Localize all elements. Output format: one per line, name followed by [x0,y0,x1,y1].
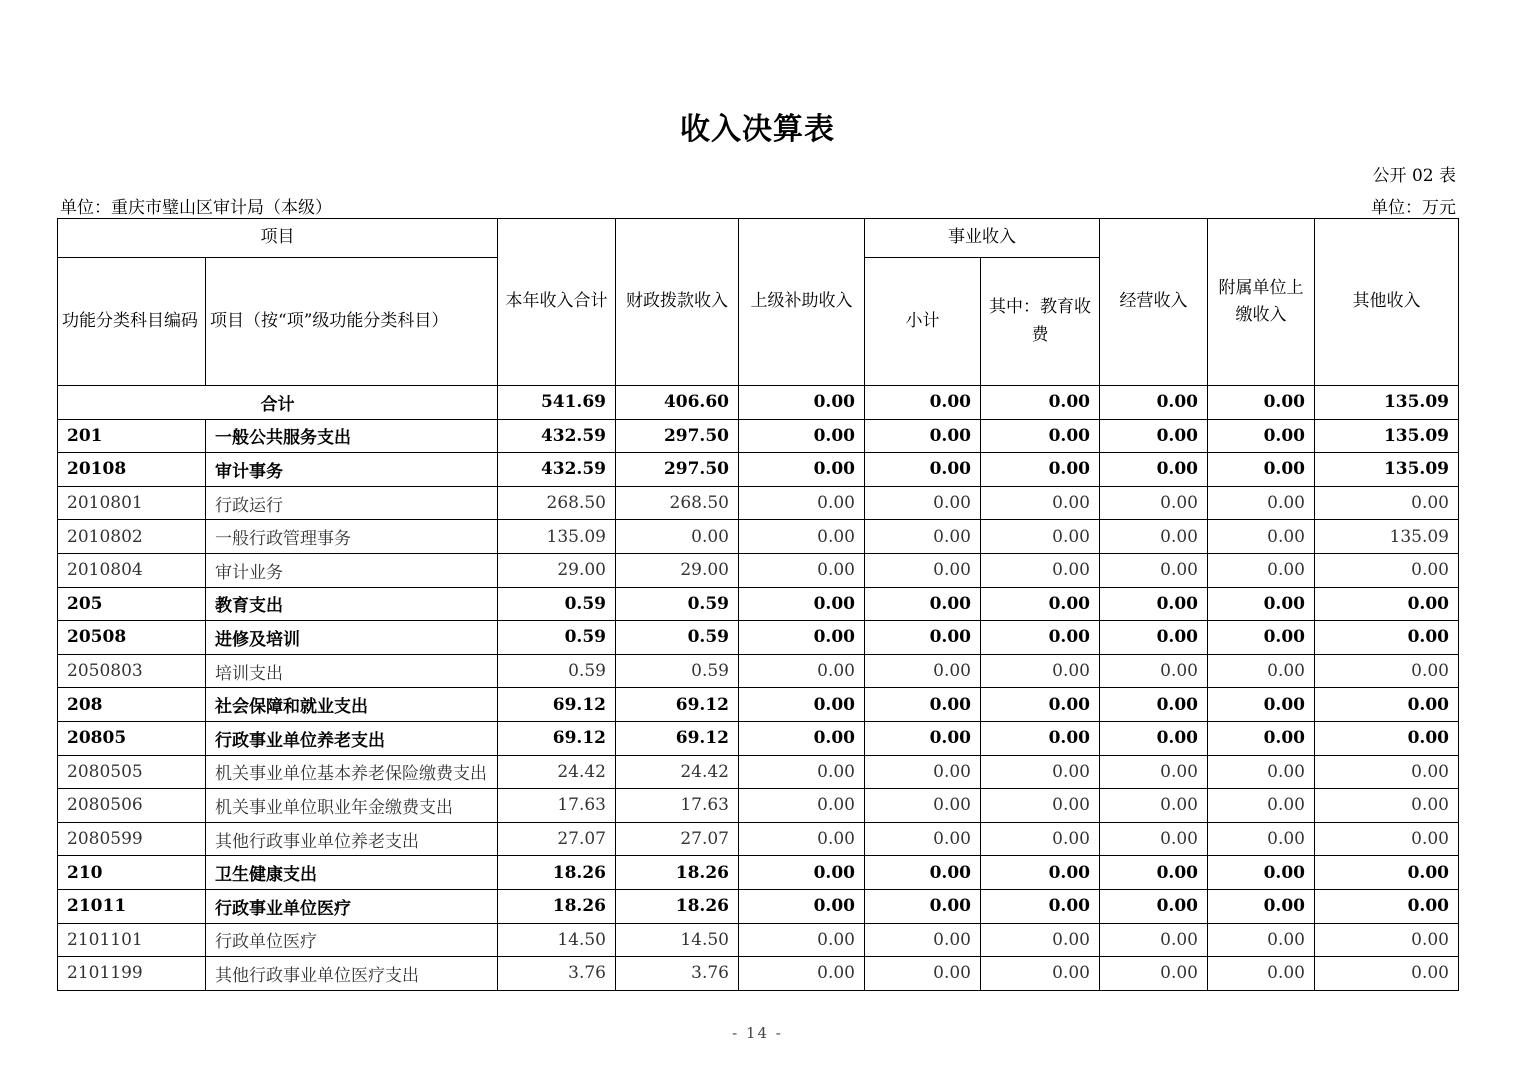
row-value: 0.00 [1208,789,1315,823]
total-cell: 0.00 [865,386,981,420]
row-value: 0.59 [616,621,739,655]
row-value: 0.00 [739,621,865,655]
row-value: 0.00 [1100,923,1208,957]
row-value: 0.00 [1208,419,1315,453]
header-superior-subsidy: 上级补助收入 [739,219,865,386]
row-value: 0.00 [1100,789,1208,823]
row-code: 2050803 [58,654,206,688]
row-value: 0.00 [865,520,981,554]
row-value: 0.00 [865,654,981,688]
row-value: 0.00 [1100,688,1208,722]
row-value: 268.50 [498,486,616,520]
header-total-income: 本年收入合计 [498,219,616,386]
page-number: - 14 - [732,1024,783,1042]
row-value: 0.59 [498,587,616,621]
row-value: 0.00 [1208,721,1315,755]
row-value: 0.00 [739,587,865,621]
table-body [58,386,1459,991]
row-value: 297.50 [616,419,739,453]
row-value: 0.00 [1315,654,1459,688]
row-value: 0.00 [981,654,1100,688]
header-fiscal-appropriation: 财政拨款收入 [616,219,739,386]
row-value: 69.12 [616,721,739,755]
row-value: 0.00 [1100,621,1208,655]
row-name: 卫生健康支出 [206,856,498,890]
row-value: 0.00 [1100,889,1208,923]
row-value: 0.00 [739,721,865,755]
table-header [58,219,1459,386]
row-value: 14.50 [616,923,739,957]
form-number: 公开 02 表 [1372,166,1456,186]
row-value: 0.00 [865,688,981,722]
row-value: 268.50 [616,486,739,520]
row-code: 201 [58,419,206,453]
row-value: 0.00 [1208,654,1315,688]
row-code: 20805 [58,721,206,755]
row-value: 0.00 [981,587,1100,621]
row-value: 0.00 [616,520,739,554]
row-code: 2010801 [58,486,206,520]
row-value: 0.00 [1315,822,1459,856]
table-row [58,889,1459,923]
row-value: 0.00 [1100,587,1208,621]
table-row [58,789,1459,823]
row-value: 0.00 [1315,688,1459,722]
row-value: 0.00 [865,419,981,453]
row-value: 0.00 [981,621,1100,655]
row-value: 0.00 [981,453,1100,487]
row-value: 0.00 [865,486,981,520]
row-value: 0.59 [616,654,739,688]
row-value: 27.07 [498,822,616,856]
row-value: 0.00 [981,923,1100,957]
total-label: 合计 [58,386,498,420]
row-value: 135.09 [498,520,616,554]
row-value: 0.00 [1100,856,1208,890]
row-value: 3.76 [498,957,616,991]
total-row [58,386,1459,420]
row-code: 205 [58,587,206,621]
row-value: 0.00 [739,453,865,487]
row-code: 208 [58,688,206,722]
row-value: 0.00 [1208,486,1315,520]
row-value: 432.59 [498,419,616,453]
row-value: 0.00 [739,789,865,823]
reporting-unit: 单位：重庆市璧山区审计局（本级） [60,198,332,218]
header-item-name: 项目（按“项”级功能分类科目） [206,258,498,386]
row-value: 0.00 [865,957,981,991]
row-value: 0.59 [616,587,739,621]
row-value: 69.12 [498,688,616,722]
row-code: 2010804 [58,553,206,587]
row-value: 0.00 [1208,553,1315,587]
row-value: 0.00 [981,957,1100,991]
table-row [58,755,1459,789]
row-value: 69.12 [498,721,616,755]
table-row [58,688,1459,722]
table-row [58,621,1459,655]
row-value: 0.00 [1208,587,1315,621]
row-value: 0.00 [981,553,1100,587]
row-value: 0.00 [739,419,865,453]
row-value: 0.00 [1100,957,1208,991]
row-value: 0.00 [739,822,865,856]
row-value: 0.00 [1100,755,1208,789]
total-cell: 135.09 [1315,386,1459,420]
row-value: 0.00 [739,923,865,957]
row-value: 29.00 [616,553,739,587]
row-name: 社会保障和就业支出 [206,688,498,722]
row-name: 教育支出 [206,587,498,621]
row-value: 24.42 [616,755,739,789]
row-value: 24.42 [498,755,616,789]
row-name: 一般公共服务支出 [206,419,498,453]
header-subtotal: 小计 [865,258,981,386]
row-value: 0.00 [981,755,1100,789]
row-code: 21011 [58,889,206,923]
row-value: 0.00 [1315,486,1459,520]
row-value: 0.00 [1100,654,1208,688]
row-value: 0.00 [1208,889,1315,923]
table-row [58,520,1459,554]
total-cell: 406.60 [616,386,739,420]
table-row [58,822,1459,856]
row-value: 0.00 [1315,957,1459,991]
row-code: 2010802 [58,520,206,554]
row-value: 0.59 [498,654,616,688]
currency-unit: 单位：万元 [1371,198,1456,218]
row-value: 0.00 [1208,923,1315,957]
row-value: 0.00 [865,789,981,823]
row-code: 2101101 [58,923,206,957]
table-row [58,923,1459,957]
total-cell: 0.00 [739,386,865,420]
row-value: 0.00 [1100,453,1208,487]
row-value: 0.00 [981,856,1100,890]
row-value: 0.00 [1315,587,1459,621]
row-value: 0.00 [739,755,865,789]
row-code: 2080599 [58,822,206,856]
table-row [58,721,1459,755]
row-code: 2080506 [58,789,206,823]
row-value: 0.00 [1100,520,1208,554]
row-value: 69.12 [616,688,739,722]
row-name: 其他行政事业单位养老支出 [206,822,498,856]
header-other-income: 其他收入 [1315,219,1459,386]
row-value: 135.09 [1315,419,1459,453]
row-value: 27.07 [616,822,739,856]
row-code: 210 [58,856,206,890]
header-education-fee: 其中：教育收费 [981,258,1100,386]
row-value: 0.00 [981,889,1100,923]
row-value: 0.00 [865,923,981,957]
row-value: 0.00 [1315,923,1459,957]
row-value: 0.00 [865,755,981,789]
row-value: 0.00 [865,889,981,923]
row-value: 135.09 [1315,520,1459,554]
row-value: 0.00 [739,654,865,688]
header-project: 项目 [58,219,498,258]
row-value: 0.00 [1208,453,1315,487]
row-value: 0.00 [1315,889,1459,923]
row-value: 0.00 [865,856,981,890]
row-value: 0.00 [1208,856,1315,890]
table-row [58,553,1459,587]
row-name: 审计事务 [206,453,498,487]
row-value: 0.00 [981,789,1100,823]
page-title: 收入决算表 [680,112,835,147]
table-row [58,957,1459,991]
row-value: 0.00 [981,520,1100,554]
row-value: 18.26 [616,856,739,890]
row-name: 其他行政事业单位医疗支出 [206,957,498,991]
row-value: 0.00 [981,822,1100,856]
row-value: 0.00 [739,553,865,587]
row-name: 行政单位医疗 [206,923,498,957]
row-value: 0.00 [865,453,981,487]
row-value: 0.00 [739,520,865,554]
row-value: 0.00 [1100,553,1208,587]
row-code: 20508 [58,621,206,655]
row-value: 0.00 [1208,755,1315,789]
row-value: 17.63 [616,789,739,823]
table-row [58,419,1459,453]
row-code: 2101199 [58,957,206,991]
row-name: 机关事业单位基本养老保险缴费支出 [206,755,498,789]
row-value: 0.00 [739,486,865,520]
row-value: 14.50 [498,923,616,957]
row-value: 0.00 [865,822,981,856]
row-value: 0.00 [1100,486,1208,520]
table-row [58,587,1459,621]
row-value: 0.00 [981,486,1100,520]
row-value: 0.00 [1315,721,1459,755]
row-value: 0.00 [739,957,865,991]
row-value: 0.00 [1100,822,1208,856]
row-value: 0.00 [981,721,1100,755]
row-value: 0.00 [865,721,981,755]
table-row [58,486,1459,520]
row-value: 0.00 [1208,621,1315,655]
total-cell: 0.00 [1100,386,1208,420]
header-business-income: 事业收入 [865,219,1100,258]
total-cell: 541.69 [498,386,616,420]
row-value: 0.00 [739,856,865,890]
row-name: 培训支出 [206,654,498,688]
total-cell: 0.00 [1208,386,1315,420]
header-affiliated-income: 附属单位上缴收入 [1208,219,1315,386]
row-value: 0.00 [1208,957,1315,991]
table-row [58,453,1459,487]
total-cell: 0.00 [981,386,1100,420]
row-value: 29.00 [498,553,616,587]
row-value: 0.59 [498,621,616,655]
row-value: 17.63 [498,789,616,823]
row-value: 18.26 [616,889,739,923]
row-value: 0.00 [1208,822,1315,856]
row-name: 机关事业单位职业年金缴费支出 [206,789,498,823]
row-value: 0.00 [739,889,865,923]
row-value: 0.00 [865,621,981,655]
row-value: 0.00 [1315,621,1459,655]
row-name: 一般行政管理事务 [206,520,498,554]
row-value: 0.00 [865,587,981,621]
header-operating-income: 经营收入 [1100,219,1208,386]
row-value: 0.00 [981,688,1100,722]
row-value: 0.00 [1315,553,1459,587]
row-name: 进修及培训 [206,621,498,655]
row-value: 0.00 [1315,755,1459,789]
row-value: 18.26 [498,889,616,923]
row-value: 0.00 [739,688,865,722]
row-value: 0.00 [1208,520,1315,554]
row-value: 18.26 [498,856,616,890]
table-row [58,856,1459,890]
row-value: 0.00 [1100,419,1208,453]
row-code: 20108 [58,453,206,487]
row-value: 297.50 [616,453,739,487]
row-name: 审计业务 [206,553,498,587]
row-value: 0.00 [981,419,1100,453]
row-code: 2080505 [58,755,206,789]
row-name: 行政事业单位养老支出 [206,721,498,755]
row-value: 0.00 [1315,789,1459,823]
row-value: 3.76 [616,957,739,991]
income-statement-table [57,218,1459,991]
row-value: 0.00 [1100,721,1208,755]
row-name: 行政事业单位医疗 [206,889,498,923]
row-value: 0.00 [1315,856,1459,890]
row-value: 0.00 [1208,688,1315,722]
row-name: 行政运行 [206,486,498,520]
row-value: 432.59 [498,453,616,487]
table-row [58,654,1459,688]
header-code: 功能分类科目编码 [58,258,206,386]
row-value: 0.00 [865,553,981,587]
row-value: 135.09 [1315,453,1459,487]
